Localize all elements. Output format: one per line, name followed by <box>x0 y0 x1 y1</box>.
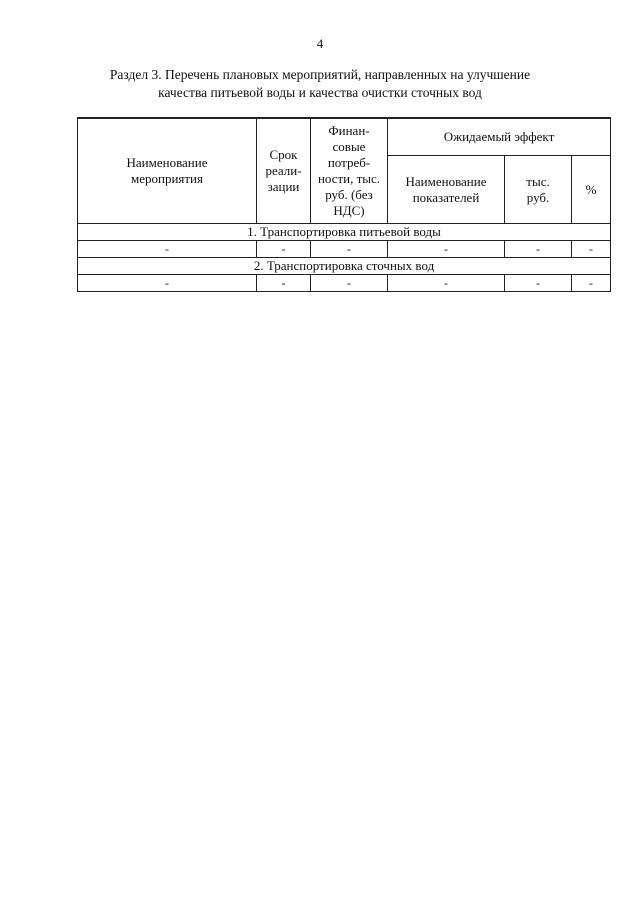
header-finance: Финан-совые потреб-ности, тыс. руб. (без НДС) <box>311 118 388 224</box>
table-row <box>78 241 611 258</box>
cell-term: - <box>257 241 311 258</box>
page-number: 4 <box>316 36 324 51</box>
cell-finance: - <box>311 275 388 292</box>
heading-line-2: качества питьевой воды и качества очистки сточных вод <box>158 85 482 100</box>
section-heading <box>60 66 580 102</box>
header-term: Срок реали-зации <box>257 118 311 224</box>
table-row <box>78 275 611 292</box>
header-measure-name: Наименование мероприятия <box>78 118 257 224</box>
cell-percent: - <box>572 241 611 258</box>
section-title: 2. Транспортировка сточных вод <box>78 258 611 275</box>
section-row <box>78 224 611 241</box>
measures-table <box>77 117 611 292</box>
section-title: 1. Транспортировка питьевой воды <box>78 224 611 241</box>
cell-percent: - <box>572 275 611 292</box>
header-indicators: Наименование показателей <box>388 156 505 224</box>
cell-measure: - <box>78 241 257 258</box>
header-percent: % <box>572 156 611 224</box>
cell-indicators: - <box>388 241 505 258</box>
header-thousand-rub: тыс. руб. <box>505 156 572 224</box>
heading-line-1: Раздел 3. Перечень плановых мероприятий, направленных на улучшение <box>109 67 531 82</box>
table-header <box>78 118 611 224</box>
cell-measure: - <box>78 275 257 292</box>
cell-thousand-rub: - <box>505 275 572 292</box>
cell-indicators: - <box>388 275 505 292</box>
section-row <box>78 258 611 275</box>
header-expected-effect: Ожидаемый эффект <box>388 118 611 156</box>
cell-term: - <box>257 275 311 292</box>
cell-thousand-rub: - <box>505 241 572 258</box>
cell-finance: - <box>311 241 388 258</box>
